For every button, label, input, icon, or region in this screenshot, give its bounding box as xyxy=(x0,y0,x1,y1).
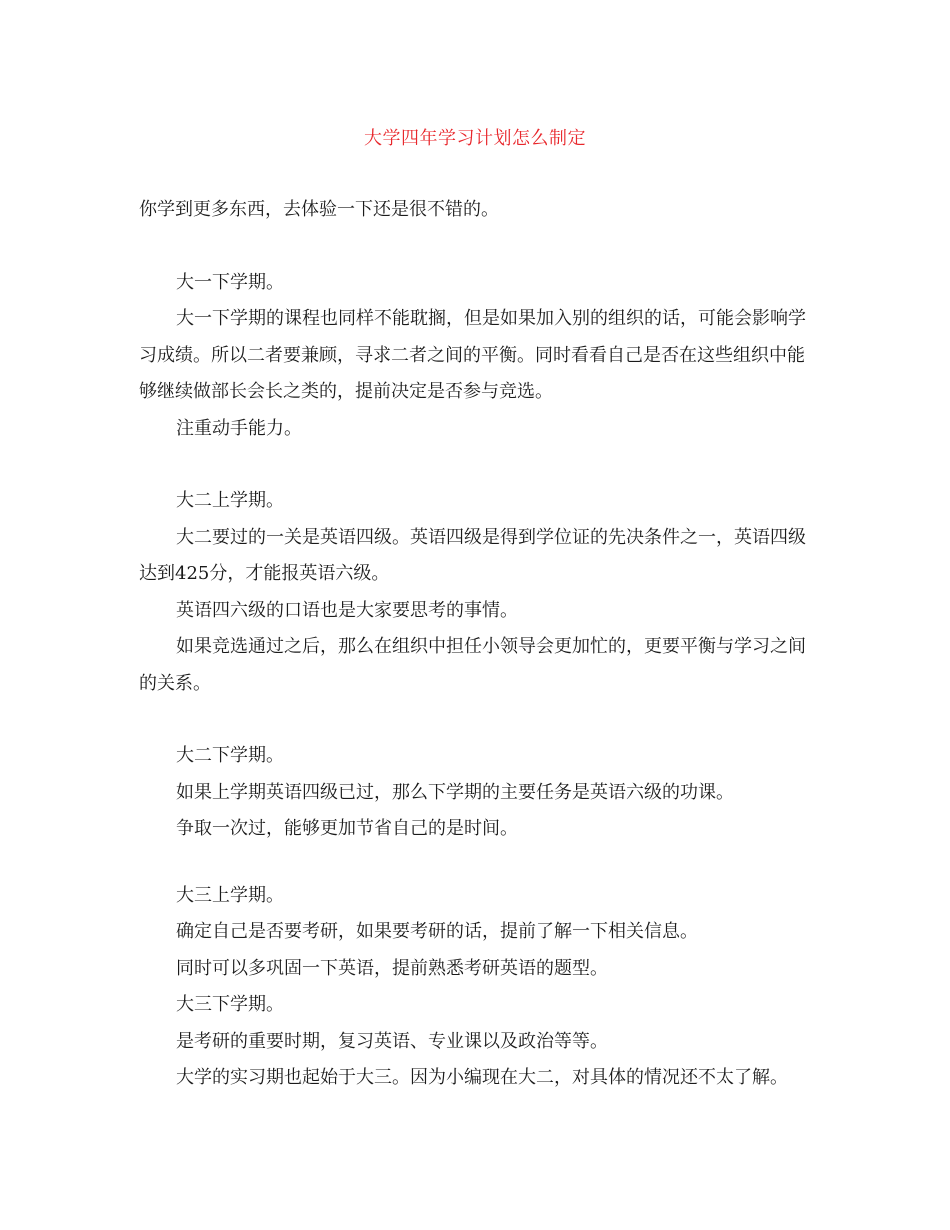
paragraph: 注重动手能力。 xyxy=(176,417,302,439)
document-title: 大学四年学习计划怎么制定 xyxy=(364,128,586,149)
paragraph: 大二要过的一关是英语四级。英语四级是得到学位证的先决条件之一，英语四级达到425分，才能报英语六级。 xyxy=(139,526,806,584)
paragraph: 确定自己是否要考研，如果要考研的话，提前了解一下相关信息。 xyxy=(176,921,698,942)
section-heading-junior-spring: 大三下学期。 xyxy=(176,994,284,1015)
paragraph: 是考研的重要时期，复习英语、专业课以及政治等等。 xyxy=(176,1030,608,1052)
paragraph: 同时可以多巩固一下英语，提前熟悉考研英语的题型。 xyxy=(176,957,608,979)
section-heading-junior-fall: 大三上学期。 xyxy=(176,884,284,906)
paragraph: 如果竞选通过之后，那么在组织中担任小领导会更加忙的，更要平衡与学习之间的关系。 xyxy=(139,636,806,694)
section-heading-freshman-spring: 大一下学期。 xyxy=(176,271,284,293)
section-heading-sophomore-spring: 大二下学期。 xyxy=(176,745,284,766)
paragraph: 争取一次过，能够更加节省自己的是时间。 xyxy=(176,818,518,839)
paragraph: 大一下学期的课程也同样不能耽搁，但是如果加入别的组织的话，可能会影响学习成绩。所以二者要兼顾，寻求二者之间的平衡。同时看看自己是否在这些组织中能够继续做部长会长之类的，提前决定是否参与竞选。 xyxy=(139,308,806,402)
opening-paragraph: 你学到更多东西，去体验一下还是很不错的。 xyxy=(139,199,499,220)
paragraph: 大学的实习期也起始于大三。因为小编现在大二，对具体的情况还不太了解。 xyxy=(176,1067,788,1088)
paragraph: 英语四六级的口语也是大家要思考的事情。 xyxy=(176,599,518,621)
section-heading-sophomore-fall: 大二上学期。 xyxy=(176,490,284,511)
document-body xyxy=(139,192,811,1097)
paragraph: 如果上学期英语四级已过，那么下学期的主要任务是英语六级的功课。 xyxy=(176,781,734,803)
